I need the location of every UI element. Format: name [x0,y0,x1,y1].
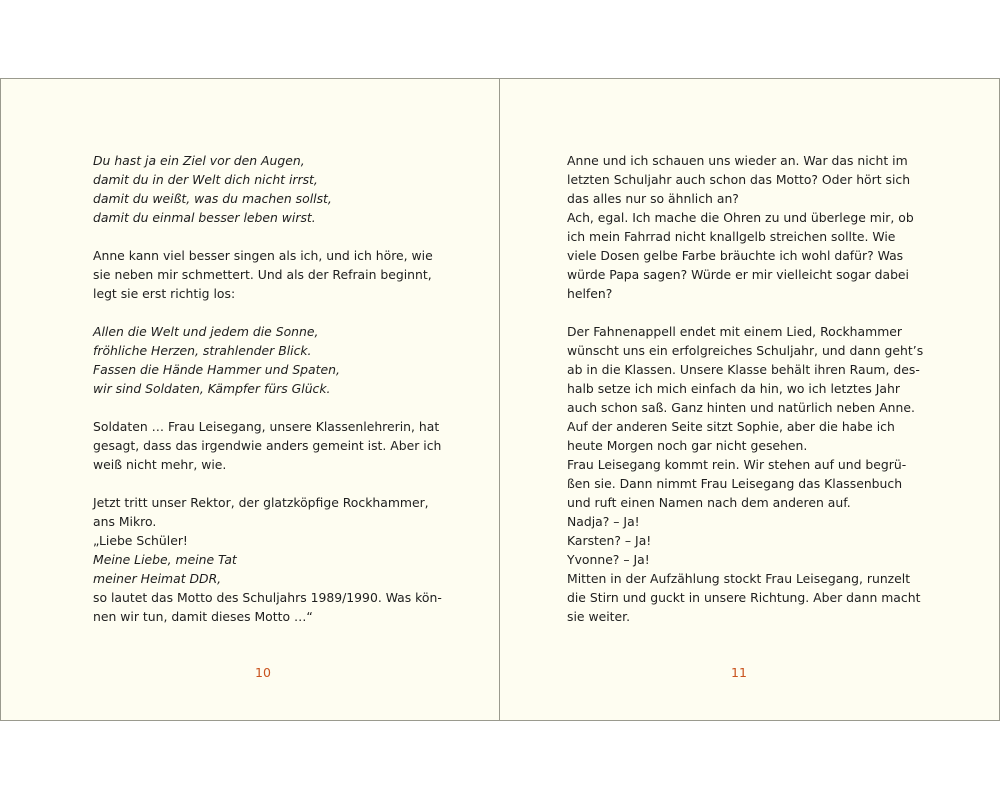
book-spread [0,78,1000,721]
text-line: ans Mikro. [93,514,157,529]
text-line: damit du in der Welt dich nicht irrst, [93,172,318,187]
text-line: die Stirn und guckt in unsere Richtung. Aber dann macht [567,590,921,605]
text-line: legt sie erst richtig los: [93,286,236,301]
text-line: ab in die Klassen. Unsere Klasse behält ihren Raum, des- [567,362,920,377]
right-page-text [567,151,924,626]
text-line: meiner Heimat DDR, [93,571,222,586]
text-line: Anne und ich schauen uns wieder an. War das nicht im [567,153,908,168]
text-line: Du hast ja ein Ziel vor den Augen, [93,153,305,168]
text-line: gesagt, dass das irgendwie anders gemeint ist. Aber ich [93,438,442,453]
text-line: weiß nicht mehr, wie. [93,457,227,472]
blank-line [567,303,917,322]
blank-line [93,303,438,322]
text-line: würde Papa sagen? Würde er mir vielleicht sogar dabei [567,267,909,282]
text-line: sie neben mir schmettert. Und als der Refrain beginnt, [93,267,432,282]
text-line: ßen sie. Dann nimmt Frau Leisegang das Klassenbuch [567,476,903,491]
text-line: Karsten? – Ja! [567,533,652,548]
text-line: Auf der anderen Seite sitzt Sophie, aber die habe ich [567,419,895,434]
text-line: sie weiter. [567,609,631,624]
text-line: Fassen die Hände Hammer und Spaten, [93,362,340,377]
text-line: Frau Leisegang kommt rein. Wir stehen auf und begrü- [567,457,907,472]
text-line: halb setze ich mich einfach da hin, wo ich letztes Jahr [567,381,900,396]
text-line: fröhliche Herzen, strahlender Blick. [93,343,312,358]
left-page-text [93,151,442,626]
text-line: Der Fahnenappell endet mit einem Lied, Rockhammer [567,324,902,339]
text-line: Allen die Welt und jedem die Sonne, [93,324,319,339]
text-line: letzten Schuljahr auch schon das Motto? Oder hört sich [567,172,911,187]
text-line: heute Morgen noch gar nicht gesehen. [567,438,808,453]
text-line: nen wir tun, damit dieses Motto …“ [93,609,313,624]
right-page [500,79,999,720]
text-line: helfen? [567,286,613,301]
text-line: Ach, egal. Ich mache die Ohren zu und überlege mir, ob [567,210,914,225]
text-line: viele Dosen gelbe Farbe bräuchte ich wohl dafür? Was [567,248,904,263]
text-line: Nadja? – Ja! [567,514,640,529]
left-page-number: 10 [255,665,271,680]
text-line: ich mein Fahrrad nicht knallgelb streichen sollte. Wie [567,229,896,244]
text-line: Yvonne? – Ja! [567,552,650,567]
text-line: und ruft einen Namen nach dem anderen auf. [567,495,851,510]
text-line: wir sind Soldaten, Kämpfer fürs Glück. [93,381,331,396]
left-page [1,79,500,720]
blank-line [93,398,438,417]
blank-line [93,227,438,246]
text-line: wünscht uns ein erfolgreiches Schuljahr, und dann geht’s [567,343,924,358]
right-page-number: 11 [731,665,747,680]
text-line: auch schon saß. Ganz hinten und natürlich neben Anne. [567,400,915,415]
text-line: damit du weißt, was du machen sollst, [93,191,332,206]
text-line: „Liebe Schüler! [93,533,188,548]
blank-line [93,474,438,493]
text-line: das alles nur so ähnlich an? [567,191,739,206]
text-line: so lautet das Motto des Schuljahrs 1989/1990. Was kön- [93,590,442,605]
text-line: Anne kann viel besser singen als ich, und ich höre, wie [93,248,433,263]
text-line: Jetzt tritt unser Rektor, der glatzköpfige Rockhammer, [93,495,429,510]
text-line: damit du einmal besser leben wirst. [93,210,316,225]
text-line: Meine Liebe, meine Tat [93,552,237,567]
text-line: Mitten in der Aufzählung stockt Frau Leisegang, runzelt [567,571,911,586]
text-line: Soldaten … Frau Leisegang, unsere Klassenlehrerin, hat [93,419,440,434]
